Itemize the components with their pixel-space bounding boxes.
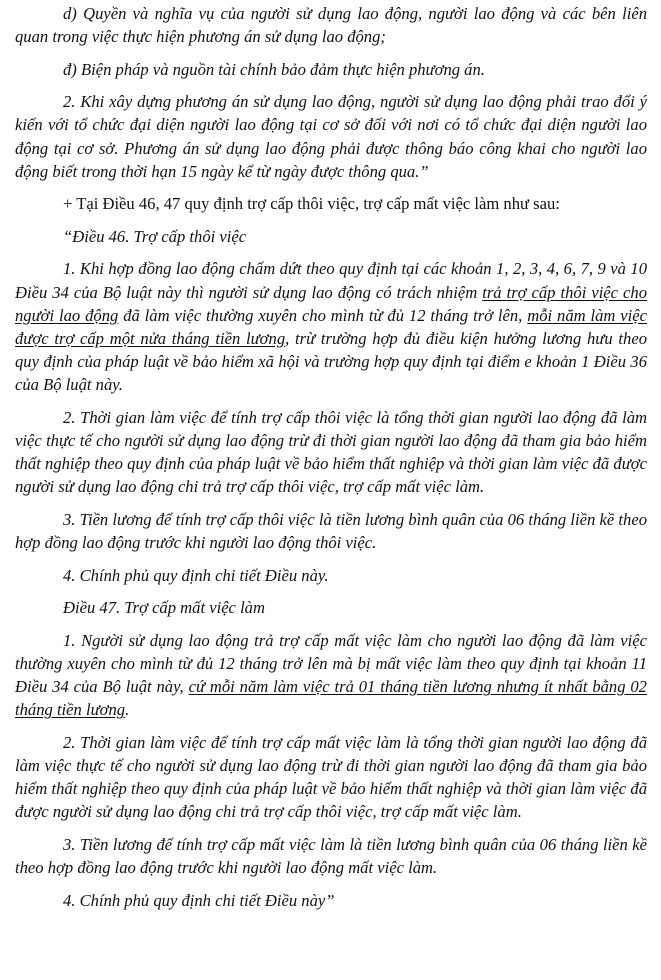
paragraph-clause-2: 2. Khi xây dựng phương án sử dụng lao động, người sử dụng lao động phải trao đổi ý kiến với tổ chức đại diện người lao động tại cơ sở đối với nơi có tổ chức đại diện người lao động tại cơ sở. Phương án sử dụng lao động phải được thông báo công khai cho người lao động biết trong thời hạn 15 ngày kể từ ngày được thông qua.” <box>15 92 647 181</box>
article-46-clause-1 <box>15 257 647 396</box>
article-47-clause-2: 2. Thời gian làm việc để tính trợ cấp mất việc làm là tổng thời gian người lao động đã làm việc thực tế cho người sử dụng lao động trừ đi thời gian người lao động đã tham gia bảo hiểm thất nghiệp theo quy định của pháp luật về bảo hiểm thất nghiệp và thời gian làm việc đã được người sử dụng lao động chi trả trợ cấp thôi việc, trợ cấp mất việc làm. <box>15 732 647 822</box>
article-47-clause-1 <box>15 629 647 722</box>
underlined-text: trả trợ cấp thôi việc cho người lao động <box>15 282 648 325</box>
text-run: . <box>125 700 130 720</box>
text-run: , trừ trường hợp đủ điều kiện hưởng lương hưu theo quy định của pháp luật về bảo hiểm xã hội và trường hợp quy định tại điểm e khoản 1 Điều 36 của Bộ luật này. <box>15 328 647 395</box>
underlined-text: cứ mỗi năm làm việc trả 01 tháng tiền lương nhưng ít nhất bằng 02 tháng tiền lương <box>15 677 647 720</box>
text-run: 1. Khi hợp đồng lao động chấm dứt theo quy định tại các khoản 1, 2, 3, 4, 6, 7, 9 và 10 Điều 34 của Bộ luật này thì người sử dụng lao động có trách nhiệm <box>15 259 647 302</box>
text-run: đã làm việc thường xuyên cho mình từ đủ 12 tháng trở lên, <box>118 305 528 325</box>
text-run: 1. Người sử dụng lao động trả trợ cấp mất việc làm cho người lao động đã làm việc thường xuyên cho mình từ đủ 12 tháng trở lên mà bị mất việc làm theo quy định tại khoản 11 Điều 34 của Bộ luật này, <box>15 630 647 697</box>
article-46-heading: “Điều 46. Trợ cấp thôi việc <box>63 226 247 246</box>
article-46-clause-4: 4. Chính phủ quy định chi tiết Điều này. <box>63 565 329 585</box>
paragraph-clause-d: d) Quyền và nghĩa vụ của người sử dụng lao động, người lao động và các bên liên quan trong việc thực hiện phương án sử dụng lao động; <box>15 4 647 47</box>
underlined-text: mỗi năm làm việc được trợ cấp một nửa tháng tiền lương <box>15 305 647 348</box>
article-47-clause-3: 3. Tiền lương để tính trợ cấp mất việc làm là tiền lương bình quân của 06 tháng liền kề theo hợp đồng lao động trước khi người lao động mất việc làm. <box>15 834 647 878</box>
paragraph-intro-articles: + Tại Điều 46, 47 quy định trợ cấp thôi việc, trợ cấp mất việc làm như sau: <box>63 194 560 214</box>
article-47-heading: Điều 47. Trợ cấp mất việc làm <box>63 598 265 618</box>
paragraph-clause-dd: đ) Biện pháp và nguồn tài chính bảo đảm thực hiện phương án. <box>63 59 485 79</box>
article-47-clause-4: 4. Chính phủ quy định chi tiết Điều này” <box>63 890 335 910</box>
article-46-clause-3: 3. Tiền lương để tính trợ cấp thôi việc là tiền lương bình quân của 06 tháng liền kề theo hợp đồng lao động trước khi người lao động thôi việc. <box>15 509 647 553</box>
article-46-clause-2: 2. Thời gian làm việc để tính trợ cấp thôi việc là tổng thời gian người lao động đã làm việc thực tế cho người sử dụng lao động trừ đi thời gian người lao động đã tham gia bảo hiểm thất nghiệp theo quy định của pháp luật về bảo hiểm thất nghiệp và thời gian làm việc đã được người sử dụng lao động chi trả trợ cấp thôi việc, trợ cấp mất việc làm. <box>15 407 647 497</box>
